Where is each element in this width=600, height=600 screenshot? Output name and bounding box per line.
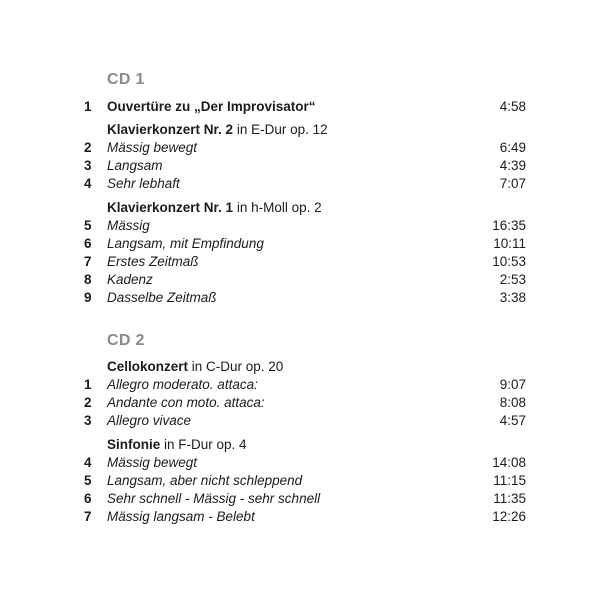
track-row — [0, 490, 600, 508]
track-row — [0, 98, 600, 116]
track-row — [0, 253, 600, 271]
track-number: 6 — [84, 491, 92, 506]
track-title: Sehr lebhaft — [107, 176, 180, 191]
track-title: Mässig langsam - Belebt — [107, 509, 255, 524]
work-detail: in h-Moll op. 2 — [233, 200, 322, 215]
work-name: Klavierkonzert Nr. 2 — [107, 122, 234, 137]
track-title: Allegro vivace — [107, 413, 192, 428]
track-title: Mässig bewegt — [107, 455, 198, 470]
work-name: Klavierkonzert Nr. 1 — [107, 200, 234, 215]
track-duration: 4:39 — [499, 158, 526, 173]
track-title: Andante con moto. attaca: — [107, 395, 265, 410]
track-number: 3 — [84, 158, 92, 173]
track-title: Langsam, aber nicht schleppend — [107, 473, 303, 488]
track-row — [0, 454, 600, 472]
track-number: 2 — [84, 395, 92, 410]
track-row — [0, 175, 600, 193]
track-number: 7 — [84, 509, 92, 524]
track-duration: 7:07 — [499, 176, 526, 191]
track-number: 9 — [84, 290, 92, 305]
track-row — [0, 271, 600, 289]
track-number: 4 — [84, 455, 92, 470]
track-duration: 3:38 — [499, 290, 526, 305]
track-number: 6 — [84, 236, 92, 251]
track-title: Erstes Zeitmaß — [107, 254, 199, 269]
track-duration: 9:07 — [499, 377, 526, 392]
track-row — [0, 217, 600, 235]
track-title: Langsam — [107, 158, 163, 173]
track-duration: 11:35 — [493, 491, 526, 506]
track-row — [0, 376, 600, 394]
track-duration: 12:26 — [492, 509, 526, 524]
work-heading — [107, 121, 527, 139]
track-duration: 6:49 — [499, 140, 526, 155]
track-number: 5 — [84, 218, 92, 233]
work-name: Sinfonie — [107, 437, 161, 452]
work-detail: in F-Dur op. 4 — [160, 437, 247, 452]
work-heading — [107, 199, 527, 217]
track-number: 5 — [84, 473, 92, 488]
track-duration: 16:35 — [492, 218, 526, 233]
track-row — [0, 235, 600, 253]
work-heading — [107, 436, 527, 454]
track-number: 1 — [84, 377, 92, 392]
work-detail: in E-Dur op. 12 — [233, 122, 328, 137]
track-row — [0, 394, 600, 412]
track-number: 7 — [84, 254, 92, 269]
track-title: Kadenz — [107, 272, 153, 287]
track-duration: 14:08 — [492, 455, 526, 470]
track-number: 8 — [84, 272, 92, 287]
track-duration: 11:15 — [493, 473, 526, 488]
track-title: Sehr schnell - Mässig - sehr schnell — [107, 491, 321, 506]
work-name: Cellokonzert — [107, 359, 189, 374]
track-number: 3 — [84, 413, 92, 428]
track-title: Langsam, mit Empfindung — [107, 236, 264, 251]
track-duration: 10:11 — [493, 236, 526, 251]
track-duration: 2:53 — [499, 272, 526, 287]
track-row — [0, 157, 600, 175]
track-duration: 8:08 — [499, 395, 526, 410]
track-row — [0, 412, 600, 430]
track-row — [0, 289, 600, 307]
cd2-heading: CD 2 — [107, 332, 145, 349]
work-detail: in C-Dur op. 20 — [188, 359, 284, 374]
track-title: Mässig — [107, 218, 150, 233]
track-number: 4 — [84, 176, 92, 191]
track-title: Allegro moderato. attaca: — [107, 377, 258, 392]
track-title: Ouvertüre zu „Der Improvisator“ — [107, 99, 316, 114]
cd1-heading: CD 1 — [107, 71, 145, 88]
track-duration: 4:57 — [499, 413, 526, 428]
track-number: 2 — [84, 140, 92, 155]
track-row — [0, 472, 600, 490]
track-duration: 10:53 — [492, 254, 526, 269]
track-title: Dasselbe Zeitmaß — [107, 290, 217, 305]
track-duration: 4:58 — [499, 99, 526, 114]
work-heading — [107, 358, 527, 376]
track-title: Mässig bewegt — [107, 140, 198, 155]
track-number: 1 — [84, 99, 92, 114]
track-row — [0, 139, 600, 157]
track-row — [0, 508, 600, 526]
